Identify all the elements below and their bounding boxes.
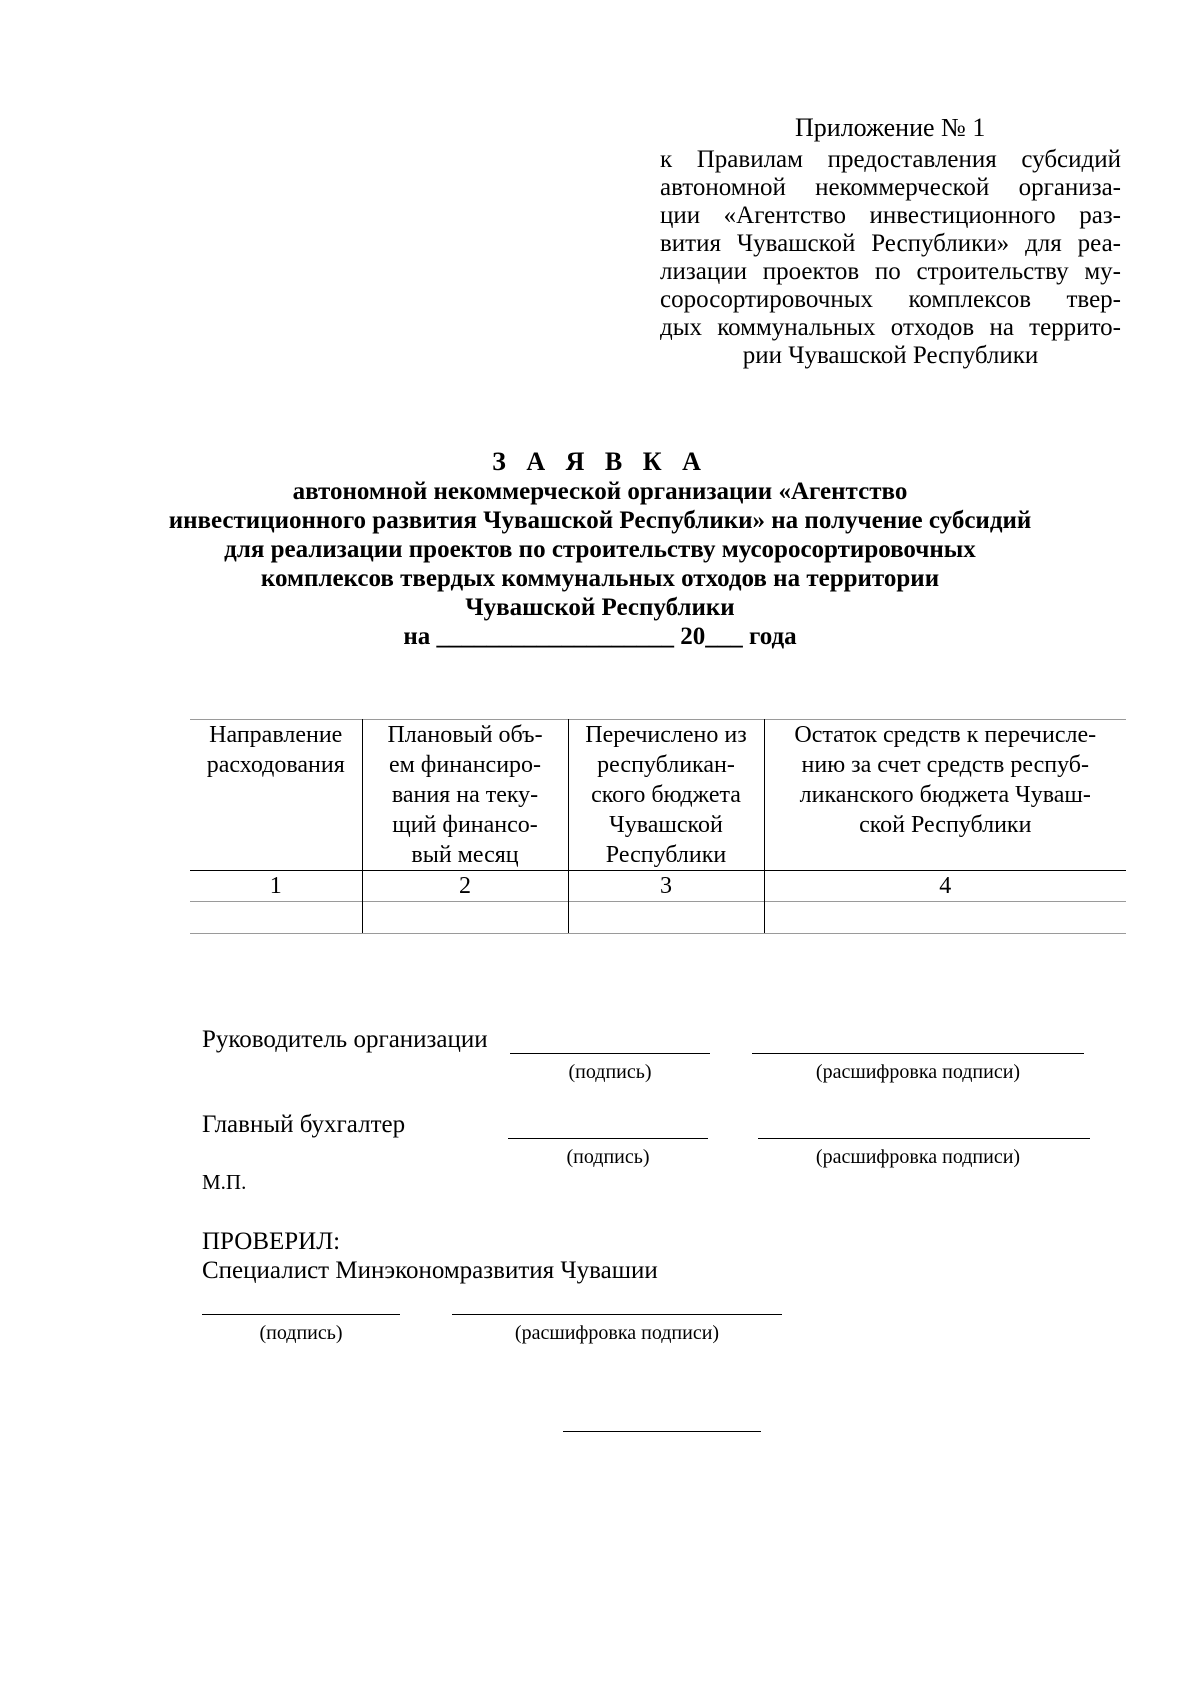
specialist-decoding-caption: (расшифровка подписи) (514, 1322, 720, 1344)
title-line: Чувашской Республики (465, 594, 735, 621)
header-text-line: ем финансиро- (388, 752, 542, 778)
table-cell[interactable] (568, 902, 764, 934)
head-signature-line[interactable] (510, 1053, 710, 1054)
header-text-line: ского бюджета (591, 782, 741, 808)
column-number: 4 (764, 871, 1126, 902)
header-direction (190, 720, 362, 871)
document-title: З А Я В К А (492, 447, 708, 476)
specialist-signature-line[interactable] (202, 1314, 400, 1315)
title-date-line: на ___________________ 20___ года (403, 623, 797, 650)
application-table (190, 719, 1126, 934)
specialist-signature-caption: (подпись) (259, 1322, 343, 1344)
header-text-line: Плановый объ- (387, 722, 543, 748)
table-cell[interactable] (190, 902, 362, 934)
header-text-line: нию за счет средств респуб- (801, 752, 1089, 778)
table-number-row (190, 871, 1126, 902)
header-text-line: Остаток средств к перечисле- (794, 722, 1097, 748)
header-text-line: Перечислено из (585, 722, 747, 748)
accountant-label: Главный бухгалтер (202, 1111, 406, 1138)
header-text-line: ликанского бюджета Чуваш- (799, 782, 1091, 808)
column-number: 3 (568, 871, 764, 902)
stamp-label: М.П. (202, 1170, 247, 1194)
bottom-divider (563, 1431, 761, 1432)
column-number: 1 (190, 871, 362, 902)
appendix-line: ции «Агентство инвестиционного раз- (660, 202, 1121, 229)
appendix-line: дых коммунальных отходов на террито- (660, 314, 1121, 341)
appendix-line: рии Чувашской Республики (742, 342, 1039, 369)
header-text-line: Республики (605, 842, 727, 868)
header-transferred (568, 720, 764, 871)
checked-label: ПРОВЕРИЛ: (202, 1228, 341, 1255)
header-text-line: республикан- (597, 752, 735, 778)
specialist-label: Специалист Минэкономразвития Чувашии (202, 1257, 658, 1284)
title-line: для реализации проектов по строительству мусоросортировочных (224, 536, 976, 563)
accountant-signature-line[interactable] (508, 1138, 708, 1139)
accountant-decoding-caption: (расшифровка подписи) (815, 1146, 1021, 1168)
title-line: автономной некоммерческой организации «Агентство (292, 478, 908, 505)
specialist-decoding-line[interactable] (452, 1314, 782, 1315)
table-cell[interactable] (362, 902, 568, 934)
header-text-line: расходования (206, 752, 345, 778)
header-text-line: вания на теку- (391, 782, 539, 808)
header-text-line: щий финансо- (392, 812, 538, 838)
header-text-line: Чувашской (609, 812, 723, 838)
header-planned-volume (362, 720, 568, 871)
title-line: комплексов твердых коммунальных отходов на территории (260, 565, 940, 592)
header-text-line: Направление (209, 722, 343, 748)
table-cell[interactable] (764, 902, 1126, 934)
appendix-title: Приложение № 1 (795, 113, 986, 142)
table-row (190, 902, 1126, 934)
appendix-line: соросортировочных комплексов твер- (660, 286, 1121, 313)
header-remaining (764, 720, 1126, 871)
head-signature-caption: (подпись) (568, 1061, 652, 1083)
head-decoding-caption: (расшифровка подписи) (815, 1061, 1021, 1083)
title-line: инвестиционного развития Чувашской Республики» на получение субсидий (168, 507, 1032, 534)
appendix-line: автономной некоммерческой организа- (660, 174, 1121, 201)
appendix-line: к Правилам предоставления субсидий (660, 146, 1121, 173)
accountant-signature-caption: (подпись) (566, 1146, 650, 1168)
column-number: 2 (362, 871, 568, 902)
accountant-decoding-line[interactable] (758, 1138, 1090, 1139)
header-text-line: ской Республики (859, 812, 1032, 838)
head-decoding-line[interactable] (752, 1053, 1084, 1054)
appendix-line: лизации проектов по строительству му- (660, 258, 1121, 285)
head-label: Руководитель организации (202, 1026, 488, 1053)
table-header-row (190, 720, 1126, 871)
header-text-line: вый месяц (411, 842, 519, 868)
appendix-line: вития Чувашской Республики» для реа- (660, 230, 1121, 257)
